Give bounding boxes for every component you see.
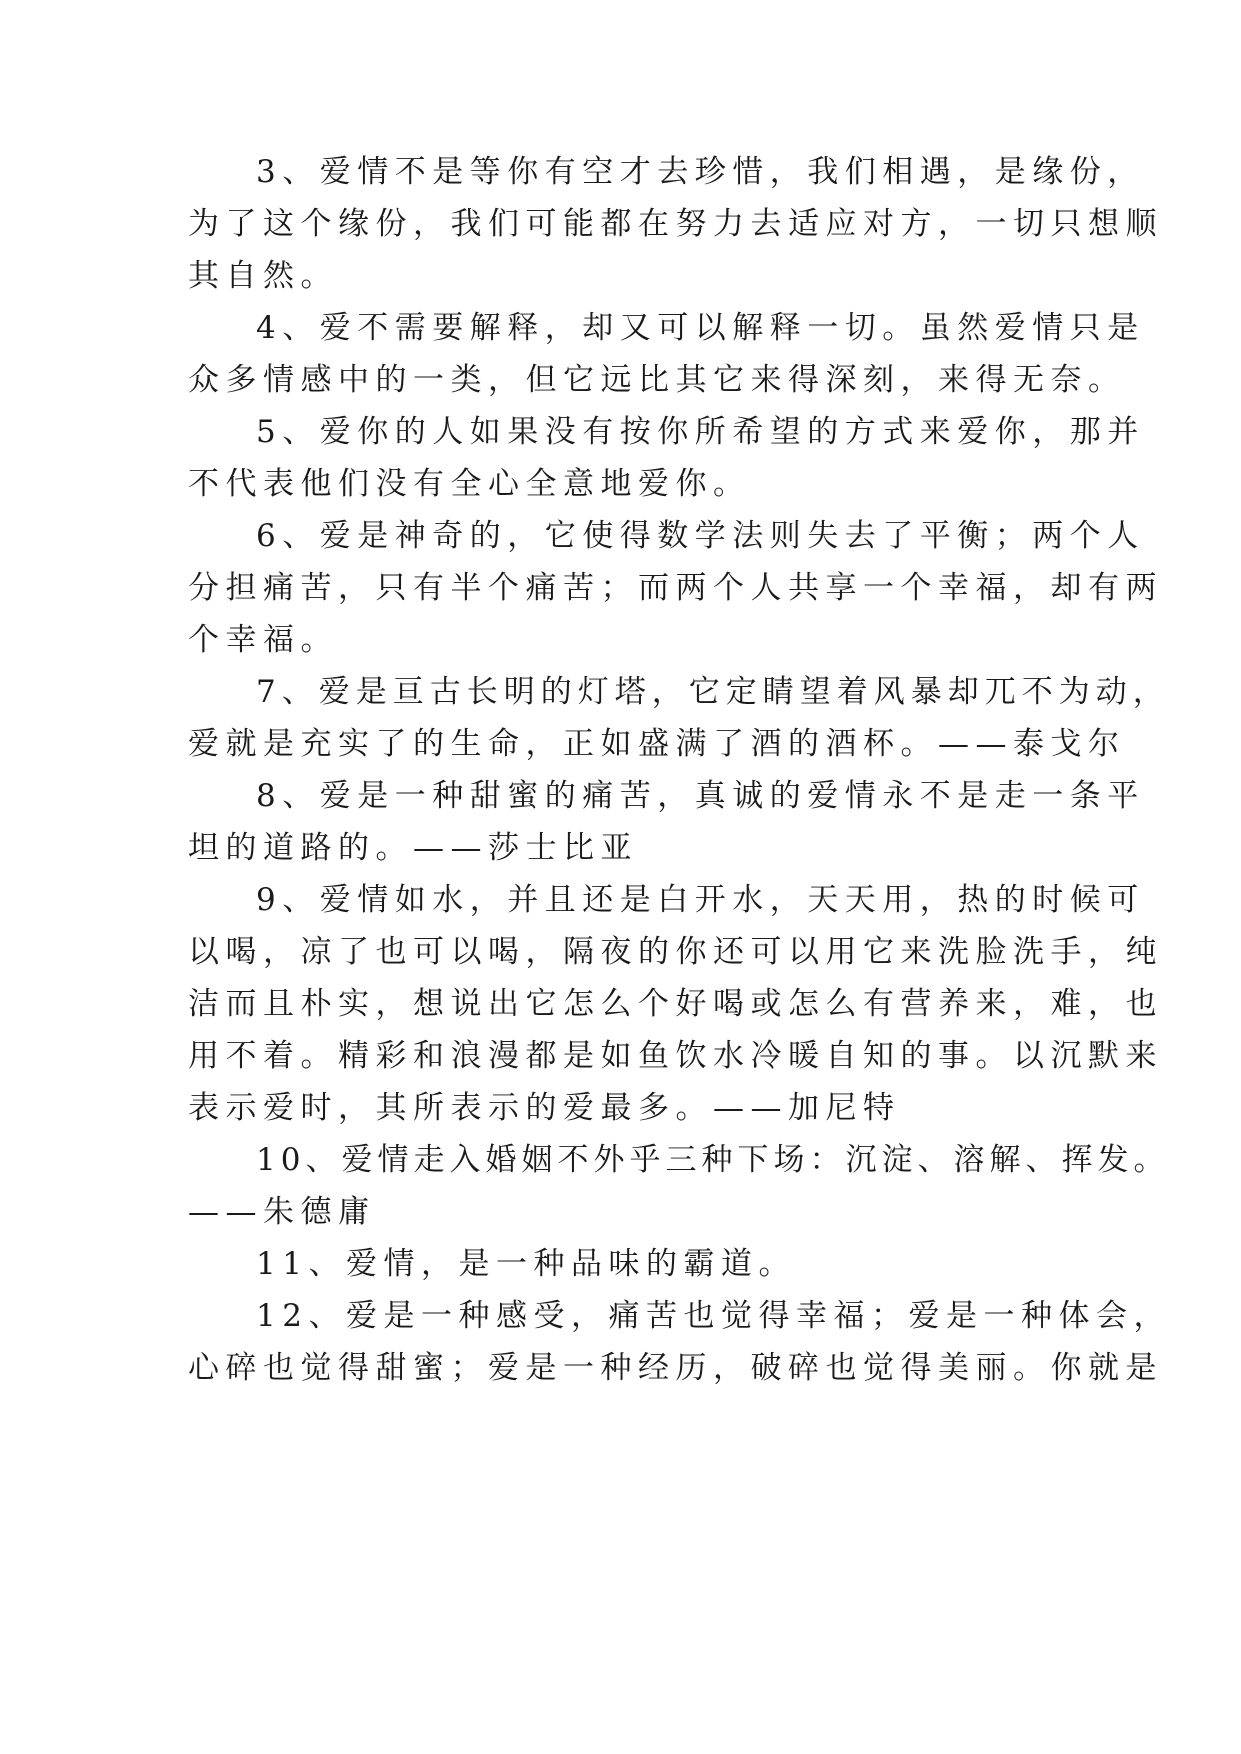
text-line: 个幸福。 [188, 622, 338, 658]
text-line: 心碎也觉得甜蜜；爱是一种经历，破碎也觉得美丽。你就是 [188, 1350, 1163, 1386]
text-line: 为了这个缘份，我们可能都在努力去适应对方，一切只想顺 [188, 206, 1163, 242]
text-line: 分担痛苦，只有半个痛苦；而两个人共享一个幸福，却有两 [188, 570, 1163, 606]
text-line: 3、爱情不是等你有空才去珍惜，我们相遇，是缘份， [256, 154, 1145, 190]
text-line: 众多情感中的一类，但它远比其它来得深刻，来得无奈。 [188, 362, 1126, 398]
text-line: ——朱德庸 [188, 1194, 376, 1230]
text-line: 爱就是充实了的生命，正如盛满了酒的酒杯。——泰戈尔 [188, 726, 1126, 762]
text-line: 坦的道路的。——莎士比亚 [188, 830, 638, 866]
text-line: 其自然。 [188, 258, 338, 294]
text-line: 9、爱情如水，并且还是白开水，天天用，热的时候可 [256, 882, 1145, 918]
text-line: 不代表他们没有全心全意地爱你。 [188, 466, 751, 502]
text-line: 10、爱情走入婚姻不外乎三种下场：沉淀、溶解、挥发。 [256, 1142, 1170, 1178]
text-line: 4、爱不需要解释，却又可以解释一切。虽然爱情只是 [256, 310, 1145, 346]
text-line: 表示爱时，其所表示的爱最多。——加尼特 [188, 1090, 901, 1126]
text-line: 6、爱是神奇的，它使得数学法则失去了平衡；两个人 [256, 518, 1145, 554]
text-line: 11、爱情，是一种品味的霸道。 [256, 1246, 796, 1282]
text-line: 用不着。精彩和浪漫都是如鱼饮水冷暖自知的事。以沉默来 [188, 1038, 1163, 1074]
text-line: 8、爱是一种甜蜜的痛苦，真诚的爱情永不是走一条平 [256, 778, 1145, 814]
text-line: 以喝，凉了也可以喝，隔夜的你还可以用它来洗脸洗手，纯 [188, 934, 1163, 970]
text-line: 5、爱你的人如果没有按你所希望的方式来爱你，那并 [256, 414, 1145, 450]
text-line: 7、爱是亘古长明的灯塔，它定睛望着风暴却兀不为动， [256, 674, 1170, 710]
text-line: 洁而且朴实，想说出它怎么个好喝或怎么有营养来，难，也 [188, 986, 1163, 1022]
text-line: 12、爱是一种感受，痛苦也觉得幸福；爱是一种体会， [256, 1298, 1171, 1334]
